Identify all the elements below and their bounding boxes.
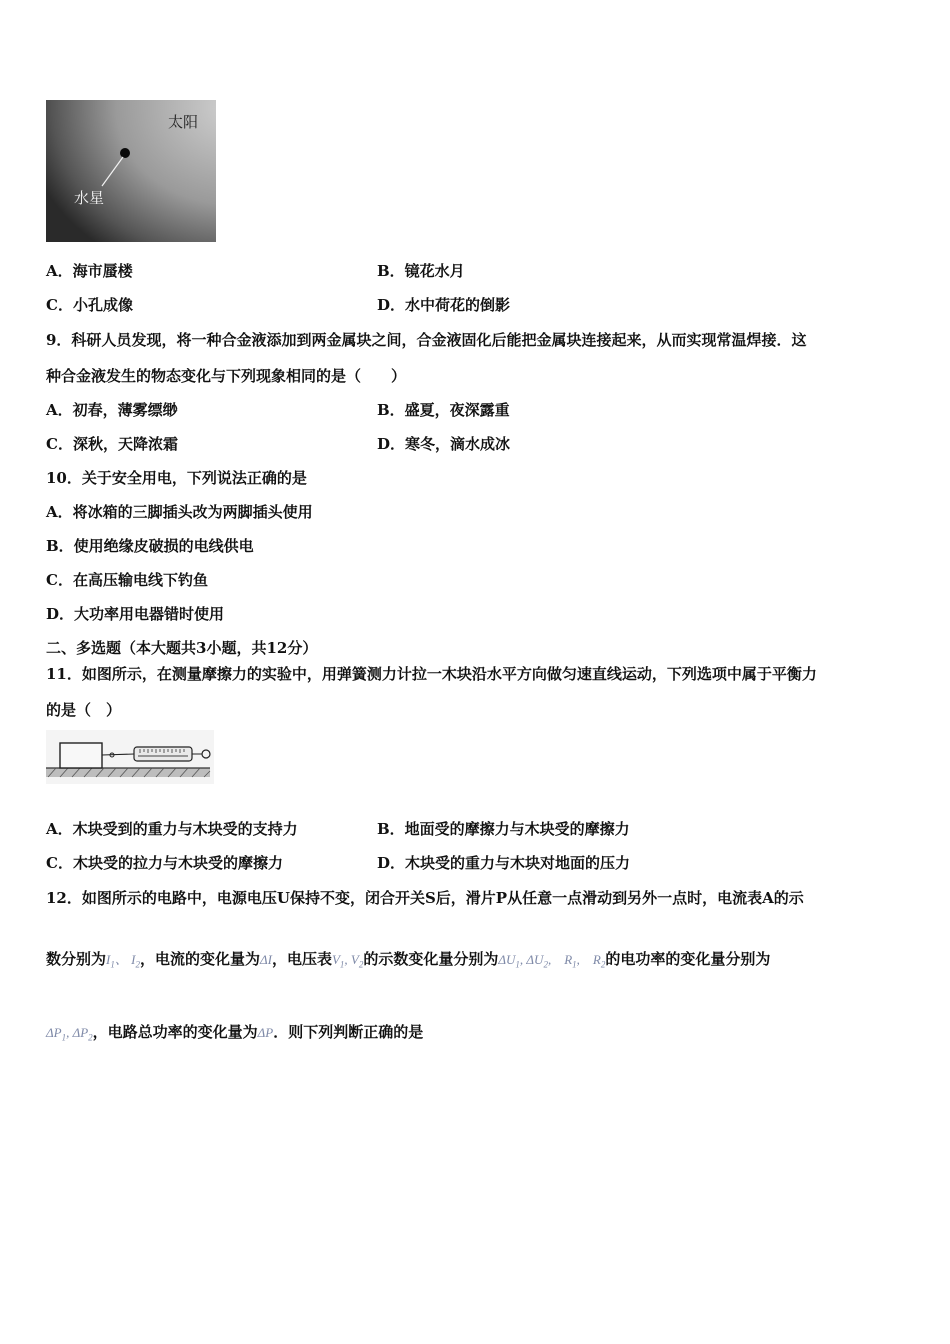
mercury-label: 水星: [74, 189, 105, 207]
q8-option-b: B．镜花水月: [377, 262, 465, 280]
sun-label: 太阳: [168, 113, 199, 131]
q12-text-part3: ，电压表: [271, 950, 332, 968]
q11-stem-line2: 的是（ ）: [46, 701, 122, 719]
q11-option-c: C．木块受的拉力与木块受的摩擦力: [46, 854, 283, 872]
q12-math-delta-p1-p2: $\Delta P_1$, $\Delta P_2$: [46, 1025, 93, 1043]
q10-stem: 10．关于安全用电，下列说法正确的是: [46, 469, 307, 487]
q11-stem-line1: 11．如图所示，在测量摩擦力的实验中，用弹簧测力计拉一木块沿水平方向做匀速直线运动，下列选项中属于平衡力: [46, 665, 817, 683]
q11-option-b: B．地面受的摩擦力与木块受的摩擦力: [377, 820, 630, 838]
q9-option-c: C．深秋，天降浓霜: [46, 435, 178, 453]
q12-text-part4: 的示数变化量分别为: [363, 950, 499, 968]
q9-option-b: B．盛夏，夜深露重: [377, 401, 510, 419]
spring-scale: [134, 747, 192, 761]
q12-text-part5: 的电功率的变化量分别为: [605, 950, 771, 968]
q12-text-part7: ．则下列判断正确的是: [273, 1023, 424, 1041]
q10-option-c: C．在高压输电线下钓鱼: [46, 571, 208, 589]
q10-option-b: B．使用绝缘皮破损的电线供电: [46, 537, 254, 555]
q9-option-a: A．初春，薄雾缥缈: [46, 401, 178, 419]
q12-math-delta-p: ΔP: [257, 1025, 274, 1040]
q9-stem-line1: 9．科研人员发现，将一种合金液添加到两金属块之间，合金液固化后能把金属块连接起来，从而实现常温焊接．这: [46, 331, 807, 349]
friction-experiment-diagram: [46, 730, 214, 784]
q10-option-d: D．大功率用电器错时使用: [46, 605, 225, 623]
mercury-dot: [120, 148, 130, 158]
q12-math-delta-i: ΔI: [259, 952, 272, 967]
q11-option-d: D．木块受的重力与木块对地面的压力: [377, 854, 631, 872]
q12-text-part1: 数分别为: [46, 950, 107, 968]
wooden-block: [60, 743, 102, 768]
q9-option-d: D．寒冬，滴水成冰: [377, 435, 511, 453]
section-heading-multi-choice: 二、多选题（本大题共3小题，共12分）: [46, 639, 318, 657]
q12-math-delta-u: $\Delta U_1$, $\Delta U_2$, $R_1$, $R_2$: [498, 952, 606, 970]
sun-mercury-photo: [46, 100, 216, 242]
q10-option-a: A．将冰箱的三脚插头改为两脚插头使用: [46, 503, 313, 521]
q8-option-a: A．海市蜃楼: [46, 262, 133, 280]
q12-stem-line2: [46, 949, 770, 975]
q12-text-part2: ，电流的变化量为: [139, 950, 260, 968]
q12-stem-line1: 12．如图所示的电路中，电源电压U保持不变，闭合开关S后，滑片P从任意一点滑动到另外一点时，电流表A的示: [46, 889, 804, 907]
q12-stem-line3: [46, 1022, 423, 1048]
q12-math-v1-v2: $V_1$, $V_2$: [331, 952, 364, 970]
q12-text-part6: ，电路总功率的变化量为: [92, 1023, 258, 1041]
q12-math-i1-i2: $I_1$、 $I_2$: [106, 952, 140, 970]
q8-option-c: C．小孔成像: [46, 296, 133, 314]
q8-option-d: D．水中荷花的倒影: [377, 296, 511, 314]
q9-stem-line2: 种合金液发生的物态变化与下列现象相同的是（ ）: [46, 367, 407, 385]
ground-hatch: [46, 768, 210, 777]
q11-option-a: A．木块受到的重力与木块受的支持力: [46, 820, 298, 838]
